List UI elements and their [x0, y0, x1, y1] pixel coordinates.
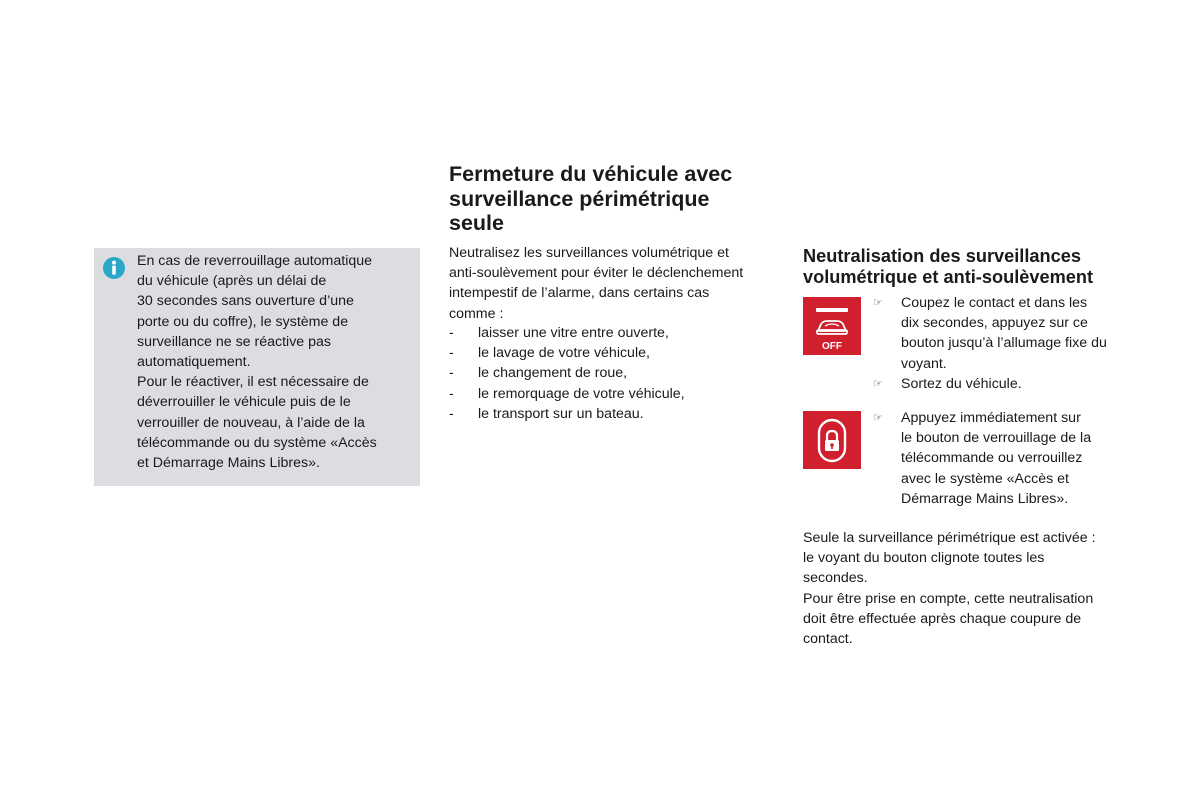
- off-label: OFF: [822, 341, 842, 352]
- list-dash: -: [449, 385, 454, 402]
- step-item: [873, 408, 1133, 509]
- list-item: [449, 384, 779, 404]
- list-item-text: le transport sur un bateau.: [478, 405, 644, 422]
- steps-list-2: [873, 408, 1133, 509]
- pointing-hand-icon: ☞: [873, 412, 883, 424]
- situations-list: [449, 323, 779, 424]
- list-dash: -: [449, 365, 454, 382]
- list-dash: -: [449, 345, 454, 362]
- section-title-fermeture: Fermeture du véhicule avec surveillance périmétrique seule: [449, 162, 733, 235]
- step-text: Coupez le contact et dans les dix secondes, appuyez sur ce bouton jusqu’à l’allumage fixe du voyant.: [901, 295, 1107, 372]
- section-intro-text: Neutralisez les surveillances volumétrique et anti-soulèvement pour éviter le déclenchement intempestif de l’alarme, dans certains cas comme :: [449, 245, 744, 322]
- info-note-box: [94, 248, 420, 486]
- list-item-text: laisser une vitre entre ouverte,: [478, 325, 669, 341]
- step-text: Appuyez immédiatement sur le bouton de verrouillage de la télécommande ou verrouillez avec le système «Accès et Démarrage Mains Libres».: [901, 410, 1092, 507]
- step-text: Sortez du véhicule.: [901, 375, 1022, 392]
- list-item-text: le remorquage de votre véhicule,: [478, 385, 685, 402]
- list-item-text: le lavage de votre véhicule,: [478, 345, 650, 362]
- pointing-hand-icon: ☞: [873, 377, 883, 390]
- list-item-text: le changement de roue,: [478, 365, 628, 382]
- steps-list-1: [873, 293, 1133, 394]
- list-dash: -: [449, 405, 454, 422]
- conclusion-text: Seule la surveillance périmétrique est activée : le voyant du bouton clignote toutes les secondes. Pour être prise en compte, cette neutralisation doit être effectuée après chaque coupure de contact.: [803, 530, 1096, 648]
- pointing-hand-icon: ☞: [873, 297, 883, 309]
- step-item: [873, 293, 1133, 374]
- info-note-text: En cas de reverrouillage automatique du véhicule (après un délai de 30 secondes sans ouverture d’une porte ou du coffre), le système de surveillance ne se réactive pas automatiquement. Pour le réactiver, il est nécessaire de déverrouiller le véhicule puis de le verrouiller de nouveau, à l’aide de la télécommande ou du système «Accès et Démarrage Mains Libres».: [137, 253, 377, 472]
- list-item: [449, 343, 779, 363]
- list-item: [449, 323, 779, 343]
- list-dash: -: [449, 325, 454, 341]
- info-icon: [103, 257, 125, 279]
- list-item: [449, 363, 779, 383]
- remote-lock-button-icon: [803, 411, 861, 469]
- alarm-off-graphic: [803, 297, 861, 355]
- step-item: [873, 374, 1133, 394]
- list-item: [449, 404, 779, 424]
- alarm-off-button-icon: [803, 297, 861, 355]
- remote-lock-graphic: [803, 411, 861, 469]
- section-title-neutralisation: Neutralisation des surveillances volumétrique et anti-soulèvement: [803, 246, 1094, 287]
